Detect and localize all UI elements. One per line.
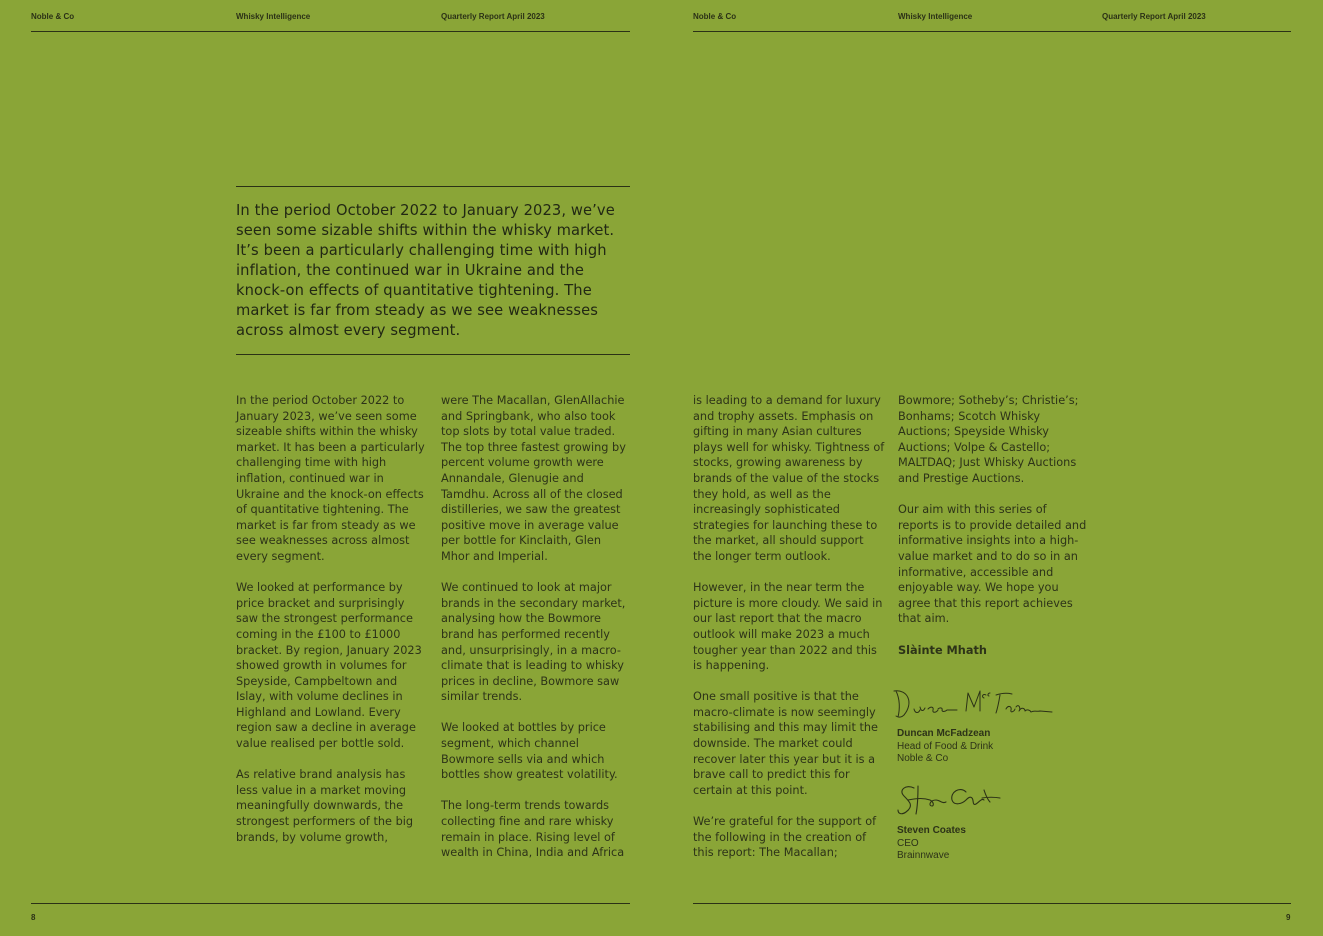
signatory-title: Head of Food & Drink (897, 740, 994, 752)
body-column-1 (236, 393, 428, 845)
body-column-4 (898, 393, 1090, 658)
page-number-right: 9 (1286, 913, 1291, 922)
header-rule-left (31, 31, 630, 32)
header-section-left: Whisky Intelligence (236, 12, 311, 21)
paragraph: We continued to look at major brands in the secondary market, analysing how the Bowmore brand has performed recently and, unsurprisingly, in a macro-climate that is leading to whisky prices in decline, Bowmore saw similar trends. (441, 581, 626, 704)
page-number-left: 8 (31, 913, 36, 922)
body-column-3 (693, 393, 885, 861)
paragraph: We looked at performance by price bracket and surprisingly saw the strongest performance coming in the £100 to £1000 bracket. By region, January 2023 showed growth in volumes for Speyside, Campbeltown and Islay, with volume declines in Highland and Lowland. Every region saw a decline in average value realised per bottle sold. (236, 581, 422, 751)
signatory-name: Duncan McFadzean (897, 728, 991, 739)
header-brand-left: Noble & Co (31, 12, 75, 21)
signature-steven-coates (894, 780, 1004, 820)
signatory-name: Steven Coates (897, 825, 966, 836)
paragraph: were The Macallan, GlenAllachie and Springbank, who also took top slots by total value traded. The top three fastest growing by percent volume growth were Annandale, Glenugie and Tamdhu. Across all of the closed distilleries, we saw the greatest positive move in average value per bottle for Kinclaith, Glen Mhor and Imperial. (441, 394, 626, 563)
signature-duncan-mcfadzean (890, 685, 1055, 725)
signatory-title: CEO (897, 837, 919, 849)
header-brand-right: Noble & Co (693, 12, 737, 21)
pull-quote: In the period October 2022 to January 2023, we’ve seen some sizable shifts within the whisky market. It’s been a particularly challenging time with high inflation, the continued war in Ukraine and the knock-on effects of quantitative tightening. The market is far from steady as we see weaknesses across almost every segment. (236, 202, 615, 339)
pull-quote-top-rule (236, 186, 630, 187)
paragraph: Our aim with this series of reports is to provide detailed and informative insights into a high-value market and to do so in an informative, accessible and enjoyable way. We hope you agree that this report achieves that aim. (898, 503, 1087, 626)
signatory-company: Noble & Co (897, 753, 949, 764)
header-report-left: Quarterly Report April 2023 (441, 12, 545, 21)
signatory-1 (897, 728, 993, 766)
signatory-company: Brainnwave (897, 850, 950, 861)
header-rule-right (693, 31, 1291, 32)
paragraph: Bowmore; Sotheby’s; Christie’s; Bonhams; Scotch Whisky Auctions; Speyside Whisky Auctions; Volpe & Castello; MALTDAQ; Just Whisky Auctions and Prestige Auctions. (898, 394, 1079, 485)
closing-salutation: Slàinte Mhath (898, 643, 987, 657)
footer-rule-left (31, 903, 630, 904)
paragraph: One small positive is that the macro-climate is now seemingly stabilising and this may limit the downside. The market could recover later this year but it is a brave call to predict this for certain at this point. (693, 690, 879, 797)
paragraph: In the period October 2022 to January 2023, we’ve seen some sizeable shifts within the whisky market. It has been a particularly challenging time with high inflation, continued war in Ukraine and the knock-on effects of quantitative tightening. The market is far from steady as we see weaknesses across almost every segment. (236, 394, 425, 563)
paragraph: We looked at bottles by price segment, which channel Bowmore sells via and which bottles show greatest volatility. (441, 721, 618, 782)
paragraph: The long-term trends towards collecting fine and rare whisky remain in place. Rising level of wealth in China, India and Africa (441, 799, 625, 860)
pull-quote-bottom-rule (236, 354, 630, 355)
paragraph: However, in the near term the picture is more cloudy. We said in our last report that the macro outlook will make 2023 a much tougher year than 2022 and this is happening. (693, 581, 883, 673)
paragraph: We’re grateful for the support of the following in the creation of this report: The Macallan; (693, 815, 877, 860)
body-column-2 (441, 393, 633, 861)
footer-rule-right (693, 903, 1291, 904)
signatory-2 (897, 825, 966, 863)
header-report-right: Quarterly Report April 2023 (1102, 12, 1206, 21)
header-section-right: Whisky Intelligence (898, 12, 973, 21)
paragraph: As relative brand analysis has less value in a market moving meaningfully downwards, the strongest performers of the big brands, by volume growth, (236, 768, 414, 844)
paragraph: is leading to a demand for luxury and trophy assets. Emphasis on gifting in many Asian cultures plays well for whisky. Tightness of stocks, growing awareness by brands of the value of the stocks they hold, as well as the increasingly sophisticated strategies for launching these to the market, all should support the longer term outlook. (693, 394, 885, 563)
